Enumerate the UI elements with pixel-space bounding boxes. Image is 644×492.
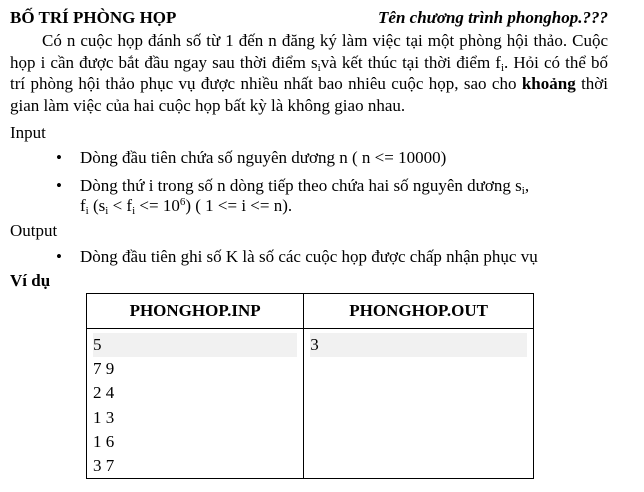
statement-text-3: . Hỏi có thể bố trí phòng hội thảo phục vụ được nhiều nhất bao nhiêu cuộc họp, sao cho [10, 52, 608, 94]
example-heading: Ví dụ [10, 271, 51, 290]
input-bullet-1: Dòng đầu tiên chứa số nguyên dương n ( n <= 10000) [80, 148, 447, 167]
inp-line: 1 6 [93, 431, 115, 451]
subscript-i: i [317, 61, 321, 74]
col-inp-header: PHONGHOP.INP [87, 294, 304, 329]
superscript-6: 6 [179, 196, 186, 208]
input-bullet-2-line-1 [80, 175, 529, 196]
text: , [524, 176, 530, 195]
statement-text-1: Có n cuộc họp đánh số từ 1 đến n đăng ký làm việc tại một phòng hội thảo. Cuộc họp i cần được bắt đầu ngay sau thời điểm s [10, 31, 608, 72]
statement-text-4: thời gian làm việc của hai cuộc họp bất kỳ là không giao nhau. [10, 74, 609, 116]
header-row [10, 8, 608, 28]
problem-title: BỐ TRÍ PHÒNG HỌP [10, 8, 177, 27]
subscript-i: i [521, 185, 525, 197]
inp-line: 7 9 [93, 359, 115, 379]
subscript-i: i [105, 205, 109, 217]
output-bullet-1: Dòng đầu tiên ghi số K là số các cuộc họp được chấp nhận phục vụ [80, 247, 538, 266]
input-heading: Input [10, 123, 46, 142]
problem-statement [10, 30, 608, 117]
example-table-row [87, 329, 534, 479]
input-bullet-2-line-2 [80, 195, 292, 216]
bullet-icon: • [56, 176, 62, 195]
subscript-i: i [500, 61, 505, 74]
out-cell [304, 329, 534, 479]
text: < f [108, 196, 133, 215]
inp-line: 3 7 [93, 455, 115, 475]
statement-text-2: và kết thúc tại thời điểm f [320, 52, 501, 72]
inp-line: 1 3 [93, 407, 115, 427]
example-table-header [87, 294, 534, 329]
statement-bold-word: khoảng [521, 74, 576, 94]
inp-line: 2 4 [93, 383, 115, 403]
subscript-i: i [132, 205, 136, 217]
text: Dòng thứ i trong số n dòng tiếp theo chứa hai số nguyên dương s [80, 176, 522, 195]
text: <= 10 [135, 196, 180, 215]
col-out-header: PHONGHOP.OUT [304, 294, 534, 329]
inp-cell [87, 329, 304, 479]
example-table [86, 293, 534, 479]
inp-line: 5 [93, 333, 297, 357]
program-name: Tên chương trình phonghop.??? [378, 8, 608, 27]
bullet-icon: • [56, 148, 62, 167]
text: f [80, 196, 86, 215]
text: (s [88, 196, 106, 215]
subscript-i: i [85, 205, 89, 217]
text: ) ( 1 <= i <= n). [185, 196, 293, 215]
bullet-icon: • [56, 247, 62, 266]
out-line: 3 [310, 333, 527, 357]
output-heading: Output [10, 221, 58, 240]
